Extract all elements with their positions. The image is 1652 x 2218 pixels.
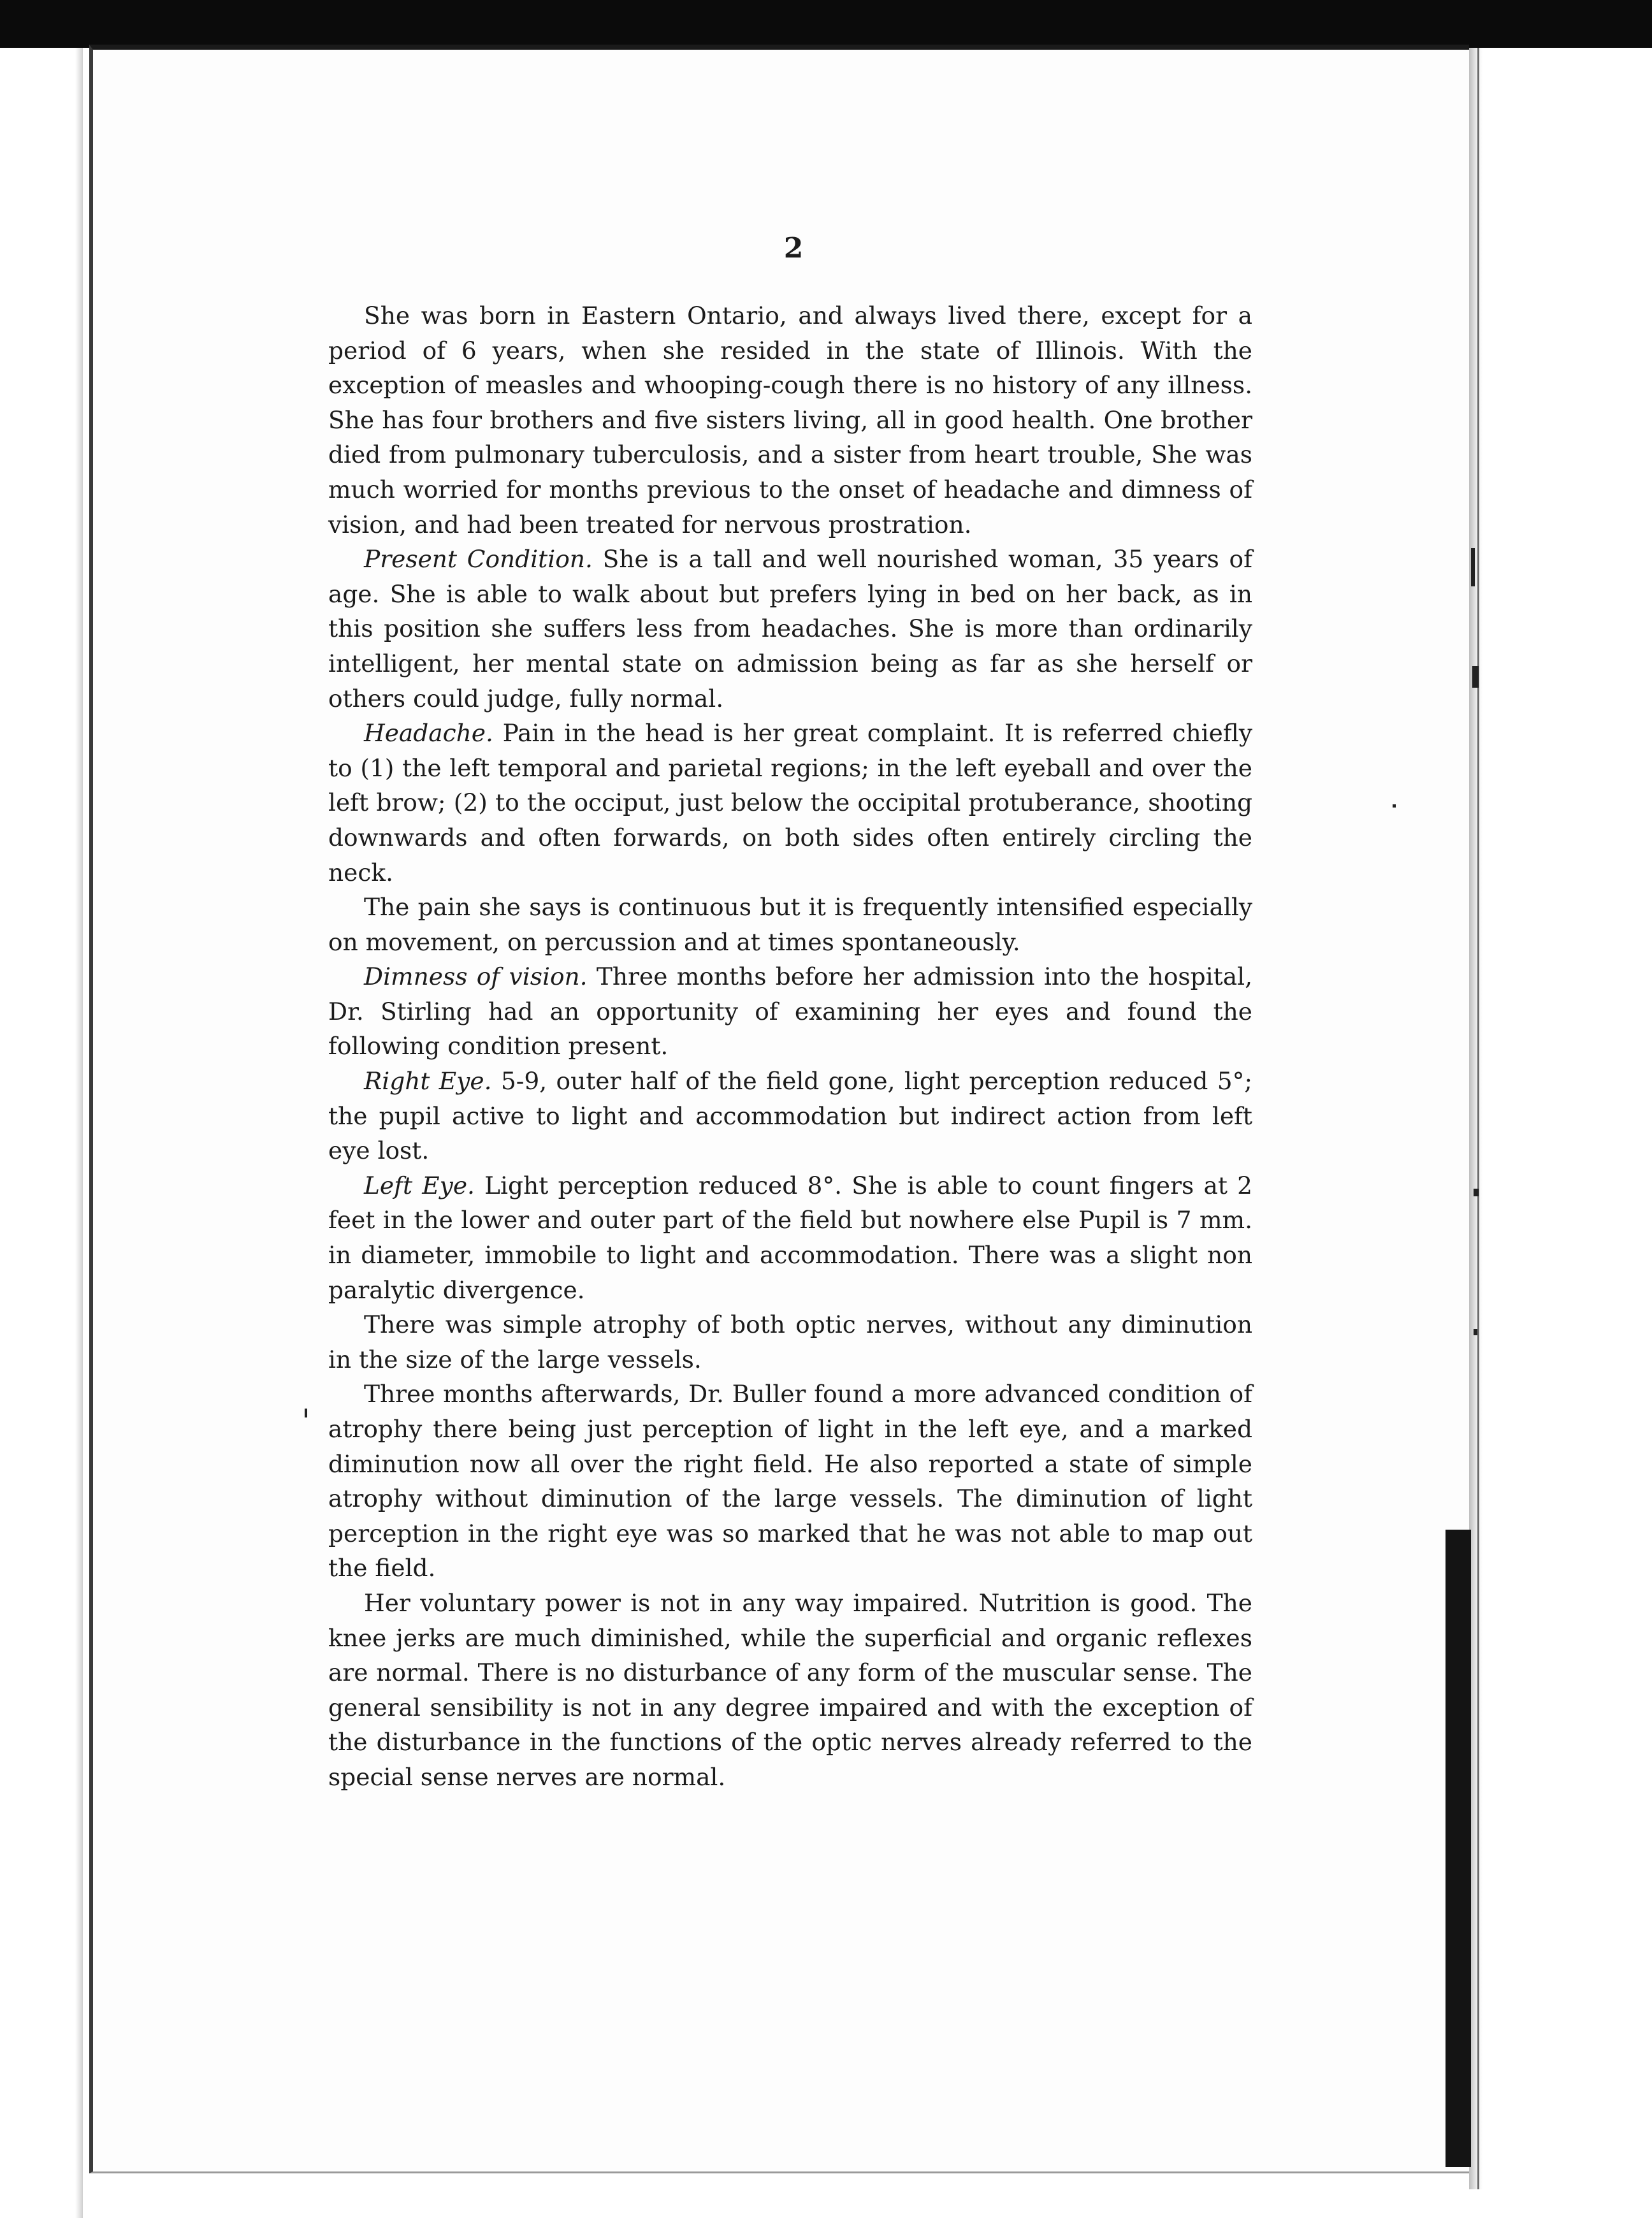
paragraph	[328, 959, 1252, 1064]
bleed-mark	[1474, 1329, 1477, 1335]
paragraph-lead: Dimness of vision.	[364, 962, 588, 991]
paragraph	[328, 298, 1252, 542]
paragraph-text: The pain she says is continuous but it is frequently intensified especially on movement, on percussion and at times spontaneously.	[328, 893, 1252, 956]
paragraph	[328, 890, 1252, 959]
page-number: 2	[783, 232, 804, 265]
paragraph-text: She was born in Eastern Ontario, and always lived there, except for a period of 6 years, when she resided in the state of Illinois. With the exception of measles and whooping-cough there is no history of any illness. She has four brothers and five sisters living, all in good health. One brother died from pulmonary tuberculosis, and a sister from heart trouble, She was much worried for months previous to the onset of headache and dimness of vision, and had been treated for nervous prostration.	[328, 301, 1252, 539]
paragraph-text: Her voluntary power is not in any way impaired. Nutrition is good. The knee jerks are much diminished, while the superficial and organic reflexes are normal. There is no disturbance of any form of the muscular sense. The general sensibility is not in any degree impaired and with the exception of the disturbance in the functions of the optic nerves already referred to the special sense nerves are normal.	[328, 1588, 1252, 1791]
paragraph	[328, 1168, 1252, 1307]
binding-line	[1477, 48, 1479, 2189]
binding-gutter	[1469, 48, 1483, 2189]
paragraph-text: Three months afterwards, Dr. Buller found a more advanced condition of atrophy there being just perception of light in the left eye, and a marked diminution now all over the right field. He also reported a state of simple atrophy without diminution of the large vessels. The diminution of light perception in the right eye was so marked that he was not able to map out the field.	[328, 1380, 1252, 1583]
paragraph	[328, 542, 1252, 716]
bleed-mark	[1393, 804, 1396, 808]
paragraph-lead: Headache.	[364, 719, 493, 748]
bleed-mark	[305, 1409, 307, 1417]
paragraph-text: Pain in the head is her great complaint. It is referred chiefly to (1) the left temporal and parietal regions; in the left eyeball and over the left brow; (2) to the occiput, just below the occipital protuberance, shooting downwards and often forwards, on both sides often entirely circling the neck.	[328, 719, 1252, 887]
paragraph	[328, 1586, 1252, 1795]
scan-border-top	[0, 0, 1652, 48]
paragraph	[328, 1307, 1252, 1377]
document-body	[328, 229, 1252, 1795]
bleed-mark	[1474, 1189, 1479, 1196]
paragraph-text: Light perception reduced 8°. She is able to count fingers at 2 feet in the lower and outer part of the field but nowhere else Pupil is 7 mm. in diameter, immobile to light and accommodation. There was a slight non paralytic divergence.	[328, 1171, 1252, 1304]
paragraph-text: 5-9, outer half of the field gone, light perception reduced 5°; the pupil active to light and accommodation but indirect action from left eye lost.	[328, 1067, 1252, 1165]
paragraph	[328, 1064, 1252, 1168]
scan-border-left	[0, 48, 83, 2218]
bleed-mark	[1472, 666, 1479, 688]
paragraph-text: She is a tall and well nourished woman, 35 years of age. She is able to walk about but prefers lying in bed on her back, as in this position she suffers less from headaches. She is more than ordinarily intelligent, her mental state on admission being as far as she herself or others could judge, fully normal.	[328, 545, 1253, 713]
binding-shadow	[1446, 1530, 1471, 2167]
paragraph-lead: Left Eye.	[364, 1171, 475, 1200]
paragraph-text: Three months before her admission into the hospital, Dr. Stirling had an opportunity of examining her eyes and found the following condition present.	[328, 962, 1252, 1061]
paragraph-lead: Right Eye.	[364, 1067, 492, 1096]
paragraph	[328, 1377, 1252, 1586]
paragraph	[328, 716, 1252, 890]
paragraph-text: There was simple atrophy of both optic nerves, without any diminution in the size of the large vessels.	[328, 1310, 1252, 1374]
bleed-mark	[1471, 548, 1475, 586]
paragraph-lead: Present Condition.	[364, 545, 593, 574]
facing-page-edge	[1483, 48, 1652, 2218]
